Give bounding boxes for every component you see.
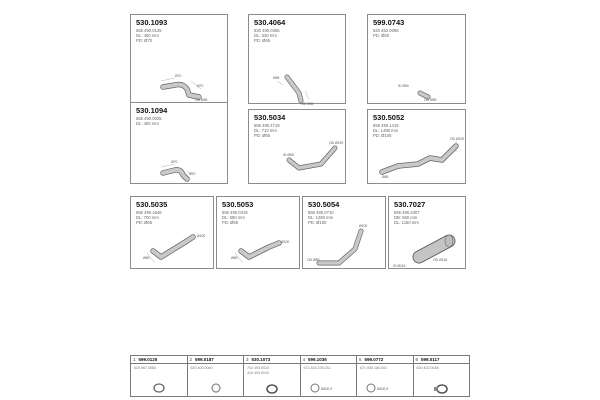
clamp-ring-icon	[357, 356, 413, 398]
part-description: 671 055 184.001	[360, 366, 387, 370]
dimension-label: Ø65	[273, 76, 280, 80]
part-number: 530.5035	[136, 200, 168, 209]
pipe-length: DL: 460 mm	[136, 121, 159, 126]
pipe-diameter: PD: Ø65	[222, 220, 239, 225]
accessory-part[interactable]	[131, 356, 188, 396]
pipe-clamp-icon	[131, 356, 187, 398]
dimension-label: Ø70	[171, 160, 178, 164]
pipe-length: DL: 710 mm	[254, 128, 277, 133]
part-number: 599.0772	[364, 357, 384, 362]
dimension-label: OD Ø85	[307, 258, 320, 262]
gasket-icon	[188, 356, 244, 398]
accessory-part[interactable]	[244, 356, 301, 396]
part-number: 530.1094	[136, 106, 168, 115]
pipe-diameter: PD: Ø70	[136, 38, 153, 43]
order-number: 655 490.0025	[136, 116, 162, 121]
pipe-diameter: DL: 1150 mm	[394, 220, 419, 225]
accessory-part[interactable]	[414, 356, 470, 396]
dimension-label: Ø65	[382, 175, 389, 179]
part-description: 620 402.0048	[416, 366, 439, 370]
dimension-label: Ø70	[197, 84, 204, 88]
accessory-part[interactable]	[188, 356, 245, 396]
part-card-530-1094[interactable]	[130, 102, 228, 184]
part-number: 599.0187	[195, 357, 214, 362]
dimension-label: Ø65	[143, 256, 150, 260]
dimension-label: OD Ø120	[329, 141, 344, 145]
pipe-length: DL: 1480 mm	[373, 128, 399, 133]
pipe-diameter: PD: Ø100	[308, 220, 327, 225]
order-number: 655 490.1419	[373, 123, 399, 128]
part-card-530-5035[interactable]	[130, 196, 214, 269]
part-number: 599.1036	[308, 357, 327, 362]
part-description: 671.315.193.031	[303, 366, 331, 370]
clamp-ring-icon	[301, 356, 357, 398]
part-index: 4	[302, 357, 306, 362]
part-card-530-5053[interactable]	[216, 196, 300, 269]
part-card-530-5054[interactable]	[302, 196, 386, 269]
part-index: 2	[189, 357, 193, 362]
dimension-label: OD Ø118	[433, 258, 448, 262]
part-card-530-4064[interactable]	[248, 14, 346, 104]
part-description: 702 493.0010 415 493.0010	[247, 366, 269, 375]
part-number: 530.5034	[254, 113, 286, 122]
pipe-length: DL: 1460 mm	[308, 215, 334, 220]
accessory-part[interactable]	[357, 356, 414, 396]
dimension-label: OD Ø100	[450, 137, 465, 141]
part-number: 530.1073	[251, 357, 271, 362]
dimension-label: ID Ø50	[398, 84, 409, 88]
part-description: 620 400.0040	[190, 366, 213, 370]
pipe-drawing	[303, 197, 387, 270]
pipe-length: DL: 700 mm	[136, 215, 159, 220]
order-number: 655 490.2307	[394, 210, 420, 215]
pipe-drawing	[131, 197, 215, 270]
pipe-length: DL: 460 mm	[136, 33, 159, 38]
pipe-diameter: PD: Ø50	[373, 33, 390, 38]
order-number: 655 490.4719	[254, 123, 280, 128]
part-number: 530.4064	[254, 18, 286, 27]
mounting-bracket-icon	[414, 356, 470, 398]
part-number: 530.5053	[222, 200, 254, 209]
accessory-part[interactable]	[301, 356, 358, 396]
order-number: 655 490.0319	[222, 210, 248, 215]
dimension-label: Ø100.9	[320, 387, 332, 391]
pipe-drawing	[217, 197, 301, 270]
part-number: 599.0125	[138, 357, 158, 362]
muffler-drawing	[389, 197, 467, 270]
part-number: 599.0117	[421, 357, 440, 362]
order-number: 655 490.0125	[136, 28, 162, 33]
dimension-label: ID Ø115	[393, 264, 406, 268]
order-number: 655 490.1846	[136, 210, 162, 215]
pipe-drawing	[368, 110, 467, 185]
part-number: 530.7027	[394, 200, 426, 209]
flange-icon	[244, 356, 300, 398]
pipe-drawing	[131, 15, 229, 105]
dimension-label: Ø100	[197, 234, 206, 238]
part-card-530-5034[interactable]	[248, 109, 346, 184]
pipe-drawing	[131, 103, 229, 185]
part-description: 620 867.0080	[134, 366, 156, 370]
pipe-diameter: PD: Ø65	[136, 220, 153, 225]
pipe-diameter: PD: Ø100	[373, 133, 392, 138]
pipe-diameter: PD: Ø65	[254, 133, 271, 138]
pipe-drawing	[249, 110, 347, 185]
order-number: 620 462.0095	[373, 28, 399, 33]
dimension-label: Ø70	[175, 74, 182, 78]
dimension-label: Ø65	[231, 256, 238, 260]
pipe-drawing	[368, 15, 467, 105]
pipe-length: DL: 580 mm	[222, 215, 245, 220]
dimension-label: OD Ø55	[424, 98, 437, 102]
dimension-label: Ø70	[189, 172, 196, 176]
part-card-530-7027[interactable]	[388, 196, 466, 269]
part-number: 530.1093	[136, 18, 168, 27]
part-card-530-5052[interactable]	[367, 109, 466, 184]
part-index: 3	[246, 357, 249, 362]
part-index: 5	[359, 357, 362, 362]
pipe-drawing	[249, 15, 347, 105]
dimension-label: Ø100.5	[377, 387, 389, 391]
part-number: 599.0743	[373, 18, 405, 27]
pipe-length: DL: 330 mm	[254, 33, 277, 38]
dimension-label: OD Ø65	[195, 98, 208, 102]
dimension-label: ID Ø65	[283, 153, 294, 157]
dimension-label: Ø100	[359, 224, 368, 228]
part-index: 6	[415, 357, 419, 362]
part-card-599-0743[interactable]	[367, 14, 466, 104]
order-number: 655 490.0710	[308, 210, 334, 215]
accessory-parts-strip	[130, 355, 470, 397]
dimension-label: Ø100	[281, 240, 290, 244]
part-number: 530.5054	[308, 200, 340, 209]
part-number: 530.5052	[373, 113, 405, 122]
pipe-diameter: PD: Ø65	[254, 38, 271, 43]
order-number: 620 490.0465	[254, 28, 280, 33]
part-card-530-1093[interactable]	[130, 14, 228, 104]
part-index: 1	[133, 357, 136, 362]
pipe-length: DB: 560 mm	[394, 215, 418, 220]
dimension-label: OD Ø65	[301, 102, 314, 106]
